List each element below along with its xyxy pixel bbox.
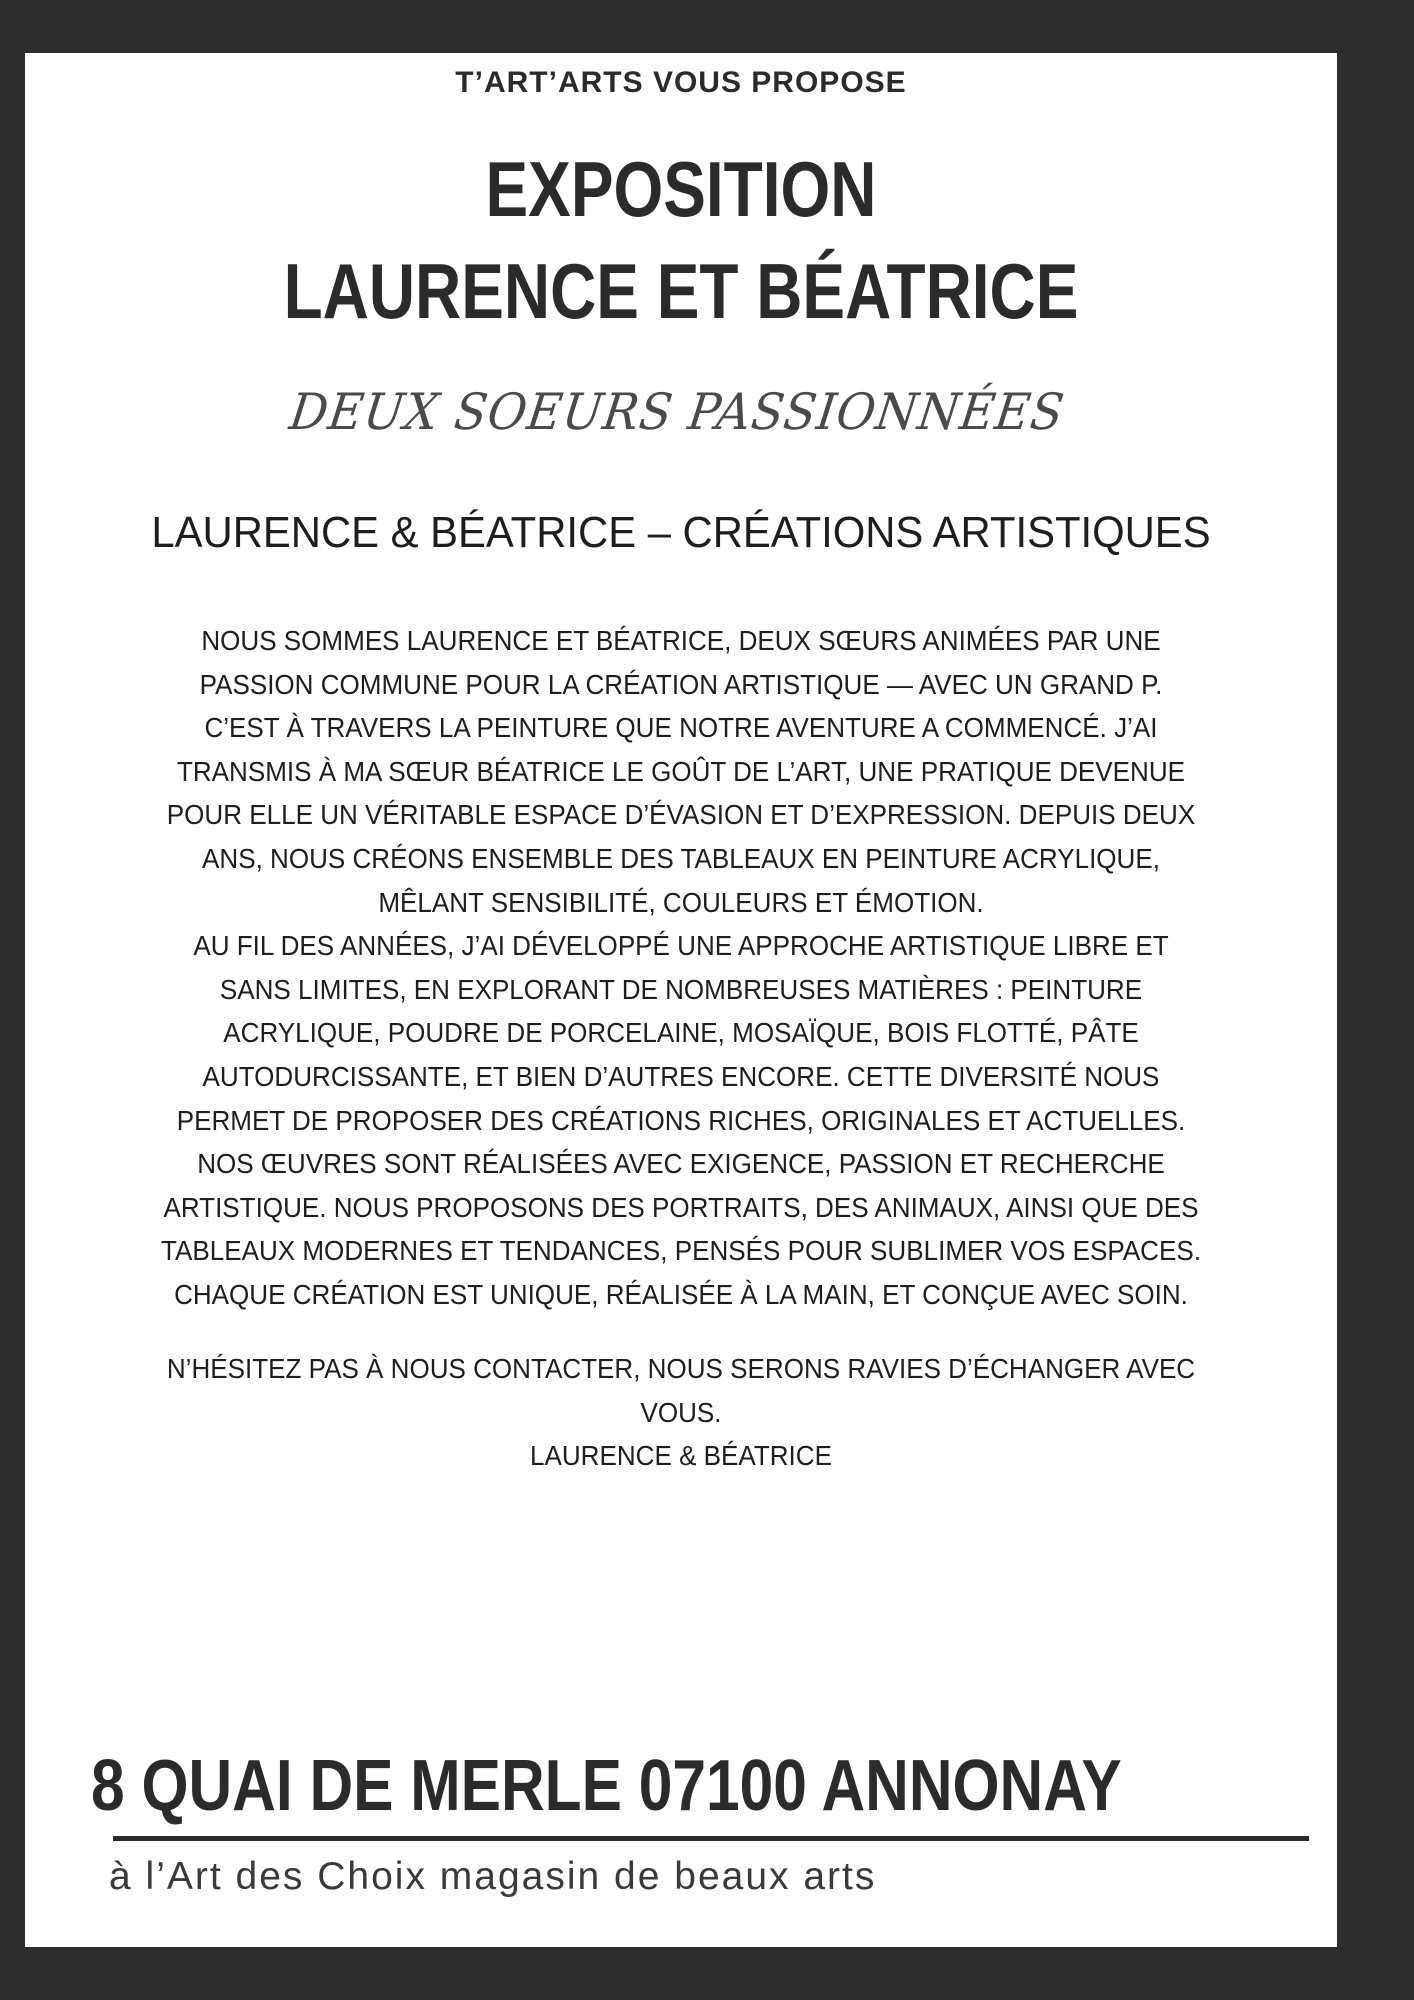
address-heading: 8 QUAI DE MERLE 07100 ANNONAY [91, 1746, 1122, 1826]
body-line: AUTODURCISSANTE, ET BIEN D’AUTRES ENCORE. CETTE DIVERSITÉ NOUS [202, 1060, 1160, 1092]
body-line: POUR ELLE UN VÉRITABLE ESPACE D’ÉVASION ET D’EXPRESSION. DEPUIS DEUX [166, 799, 1196, 831]
note-line: VOUS. [640, 1396, 722, 1428]
script-tagline: DEUX SOEURS PASSIONNÉES [286, 383, 1068, 441]
body-line: TRANSMIS À MA SŒUR BÉATRICE LE GOÛT DE L’ART, UNE PRATIQUE DEVENUE [176, 755, 1186, 787]
title-line-2: LAURENCE ET BÉATRICE [283, 247, 1079, 335]
note-signature: LAURENCE & BÉATRICE [530, 1440, 832, 1472]
body-line: TABLEAUX MODERNES ET TENDANCES, PENSÉS POUR SUBLIMER VOS ESPACES. [161, 1235, 1201, 1267]
contact-note [71, 1347, 1291, 1478]
body-line: NOUS SOMMES LAURENCE ET BÉATRICE, DEUX SŒURS ANIMÉES PAR UNE [201, 625, 1161, 656]
body-line: ACRYLIQUE, POUDRE DE PORCELAINE, MOSAÏQUE, BOIS FLOTTÉ, PÂTE [223, 1017, 1139, 1049]
body-paragraph [71, 619, 1291, 1317]
body-line: AU FIL DES ANNÉES, J’AI DÉVELOPPÉ UNE APPROCHE ARTISTIQUE LIBRE ET [193, 930, 1169, 962]
body-line: CHAQUE CRÉATION EST UNIQUE, RÉALISÉE À LA MAIN, ET CONÇUE AVEC SOIN. [174, 1278, 1188, 1310]
divider-rule [113, 1836, 1309, 1841]
note-line: N’HÉSITEZ PAS À NOUS CONTACTER, NOUS SERONS RAVIES D’ÉCHANGER AVEC [166, 1353, 1196, 1384]
body-line: ARTISTIQUE. NOUS PROPOSONS DES PORTRAITS, DES ANIMAUX, AINSI QUE DES [163, 1191, 1199, 1223]
venue-line: à l’Art des Choix magasin de beaux arts [109, 1855, 877, 1898]
body-line: ANS, NOUS CRÉONS ENSEMBLE DES TABLEAUX EN PEINTURE ACRYLIQUE, [202, 842, 1160, 874]
body-line: SANS LIMITES, EN EXPLORANT DE NOMBREUSES MATIÈRES : PEINTURE [219, 973, 1143, 1005]
body-line: NOS ŒUVRES SONT RÉALISÉES AVEC EXIGENCE, PASSION ET RECHERCHE [197, 1148, 1165, 1180]
subtitle: LAURENCE & BÉATRICE – CRÉATIONS ARTISTIQUES [151, 508, 1211, 557]
exhibition-title [143, 138, 1219, 342]
body-line: PASSION COMMUNE POUR LA CRÉATION ARTISTIQUE — AVEC UN GRAND P. [199, 668, 1163, 700]
poster-page [25, 53, 1337, 1947]
body-line: PERMET DE PROPOSER DES CRÉATIONS RICHES, ORIGINALES ET ACTUELLES. [176, 1104, 1186, 1136]
eyebrow-label: T’ART’ARTS VOUS PROPOSE [455, 66, 907, 99]
body-line: C’EST À TRAVERS LA PEINTURE QUE NOTRE AVENTURE A COMMENCÉ. J’AI [204, 712, 1158, 744]
body-line: MÊLANT SENSIBILITÉ, COULEURS ET ÉMOTION. [378, 886, 984, 918]
title-line-1: EXPOSITION [485, 145, 877, 233]
